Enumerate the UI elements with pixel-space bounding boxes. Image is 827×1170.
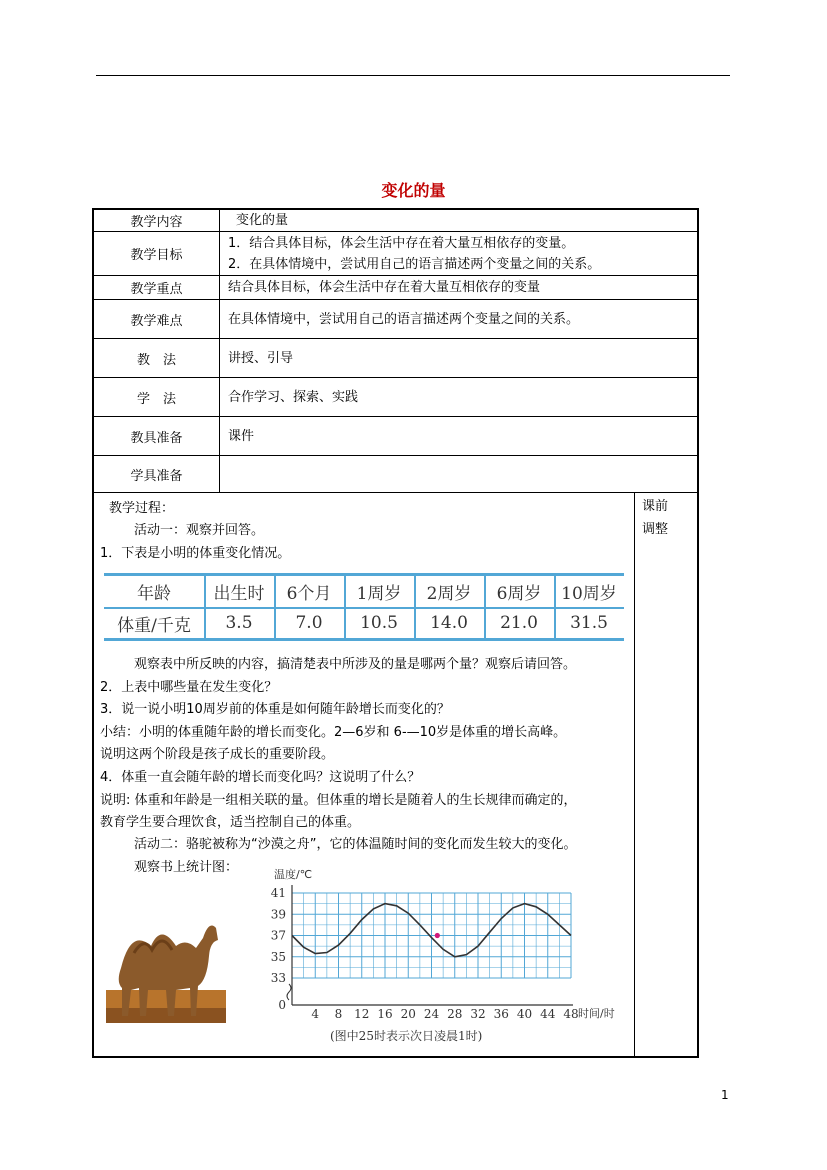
teaching-process-cell (94, 493, 635, 1056)
x-tick-label: 44 (540, 1007, 556, 1021)
lesson-plan-table (92, 208, 699, 1058)
x-tick-label: 20 (400, 1007, 416, 1021)
weight-header: 体重/千克 (117, 615, 191, 636)
question-three: 3．说一说小明10周岁前的体重是如何随年龄增长而变化的？ (100, 702, 450, 717)
side-label: 调整 (642, 522, 669, 537)
row-label: 教 法 (94, 339, 220, 377)
x-tick-label: 36 (493, 1007, 509, 1021)
y-tick-label: 35 (270, 949, 286, 964)
row-label: 教学重点 (94, 276, 220, 299)
row-value: 合作学习、探索、实践 (228, 389, 359, 405)
process-heading: 教学过程： (109, 501, 175, 516)
row-value: 在具体情境中，尝试用自己的语言描述两个变量之间的关系。 (228, 311, 580, 327)
row-label: 教学目标 (94, 232, 220, 275)
x-tick-label: 28 (447, 1007, 463, 1021)
x-axis-label: 时间/时 (578, 1007, 615, 1020)
table-row (94, 276, 697, 300)
row-label: 学具准备 (94, 456, 220, 492)
y-axis-label: 温度/℃ (274, 868, 313, 881)
y-tick-label: 41 (270, 886, 286, 900)
y-tick-label: 39 (270, 907, 286, 922)
camel-temperature-chart (254, 868, 629, 1058)
age-cell: 2周岁 (426, 583, 472, 604)
age-cell: 6周岁 (496, 583, 542, 604)
axis-break (287, 984, 291, 1000)
age-cell: 出生时 (213, 583, 265, 604)
age-cell: 6个月 (286, 583, 332, 604)
note-line: 说明: 体重和年龄是一组相关联的量。但体重的增长是随着人的生长规律而确定的， (100, 793, 577, 808)
row-value: 课件 (228, 428, 255, 444)
pre-class-adjustment (642, 495, 668, 541)
table-row (94, 339, 697, 378)
age-cell: 1周岁 (356, 583, 402, 604)
y-tick-label: 0 (278, 998, 286, 1012)
row-label: 教具准备 (94, 417, 220, 455)
activity-two: 活动二：骆驼被称为“沙漠之舟”，它的体温随时间的变化而发生较大的变化。 (134, 837, 577, 852)
age-cell: 10周岁 (561, 583, 617, 604)
x-tick-label: 8 (334, 1007, 343, 1021)
summary-line: 说明这两个阶段是孩子成长的重要阶段。 (100, 747, 335, 762)
row-value: 变化的量 (236, 213, 289, 228)
table-row (94, 232, 697, 276)
y-tick-label: 37 (270, 928, 286, 943)
table-row (94, 378, 697, 417)
weight-cell: 31.5 (570, 613, 608, 633)
x-tick-label: 16 (377, 1007, 393, 1021)
table-row (94, 210, 697, 232)
camel-illustration (106, 898, 226, 1023)
observe-chart-instruction: 观察书上统计图： (134, 860, 239, 875)
row-label: 学 法 (94, 378, 220, 416)
row-value: 1．结合具体目标，体会生活中存在着大量互相依存的变量。 2．在具体情境中，尝试用自己的语言描述两个变量之间的关系。 (228, 235, 601, 272)
observe-instruction: 观察表中所反映的内容，搞清楚表中所涉及的量是哪两个量？观察后请回答。 (134, 657, 577, 672)
weight-cell: 21.0 (500, 613, 538, 633)
page-number: 1 (721, 1088, 729, 1102)
chart-grid (287, 885, 573, 1005)
x-tick-label: 4 (311, 1007, 320, 1021)
table-bottom-rule (104, 638, 624, 641)
y-tick-label: 33 (270, 971, 286, 985)
table-row (94, 417, 697, 456)
x-tick-label: 12 (354, 1007, 370, 1021)
age-header: 年龄 (137, 583, 171, 604)
row-label: 教学内容 (94, 210, 220, 231)
chart-caption: (图中25时表示次日凌晨1时) (330, 1029, 483, 1043)
activity-one: 活动一：观察并回答。 (134, 523, 265, 538)
table-row (94, 456, 697, 493)
weight-table (104, 573, 624, 641)
x-tick-label: 32 (470, 1007, 486, 1021)
row-label: 教学难点 (94, 300, 220, 338)
weight-cell: 10.5 (360, 613, 398, 633)
side-label: 课前 (642, 499, 669, 514)
highlight-point (435, 933, 440, 938)
weight-cell: 7.0 (295, 613, 323, 633)
row-value: 讲授、引导 (228, 350, 294, 366)
x-tick-label: 48 (563, 1007, 579, 1021)
weight-cell: 14.0 (430, 613, 468, 633)
question-one: 1．下表是小明的体重变化情况。 (100, 546, 291, 561)
table-row (94, 300, 697, 339)
note-line: 教育学生要合理饮食，适当控制自己的体重。 (100, 815, 361, 830)
question-two: 2．上表中哪些量在发生变化？ (100, 680, 278, 695)
x-tick-label: 24 (423, 1007, 440, 1021)
summary-line: 小结：小明的体重随年龄的增长而变化。2—6岁和 6-—10岁是体重的增长高峰。 (100, 725, 567, 740)
weight-cell: 3.5 (225, 613, 253, 633)
x-tick-label: 40 (516, 1007, 533, 1021)
header-rule (96, 75, 730, 76)
document-title: 变化的量 (381, 181, 446, 200)
question-four: 4．体重一直会随年龄的增长而变化吗？这说明了什么？ (100, 770, 421, 785)
row-value: 结合具体目标，体会生活中存在着大量互相依存的变量 (228, 280, 541, 295)
